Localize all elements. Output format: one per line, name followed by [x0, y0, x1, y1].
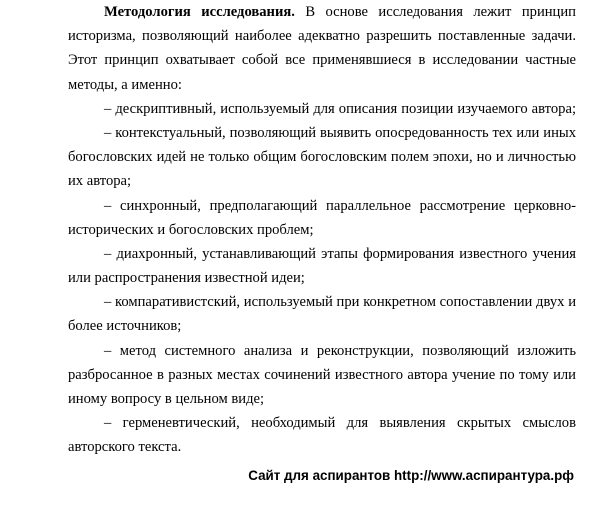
intro-text: В основе исследования лежит принцип	[294, 4, 576, 20]
method-item-system-analysis-cont: иному вопросу в цельном виде;	[68, 391, 265, 407]
method-item-hermeneutic-cont: авторского текста.	[68, 439, 182, 456]
method-item-contextual-cont: их автора;	[68, 173, 132, 190]
intro-first-line	[68, 0, 576, 24]
method-item-contextual: – контекстуальный, позволяющий выявить опосредованность тех или иных	[104, 124, 576, 141]
intro-line: Этот принцип охватывает собой все применявшиеся в исследовании частные	[68, 52, 576, 69]
method-item-hermeneutic: – герменевтический, необходимый для выявления скрытых смыслов	[104, 415, 576, 432]
method-item-synchronic: – синхронный, предполагающий параллельное рассмотрение церковно-	[104, 197, 576, 214]
method-item-contextual-cont: богословских идей не только общим богословским полем эпохи, но и личностью	[68, 149, 576, 166]
method-item-synchronic-cont: исторических и богословских проблем;	[68, 221, 314, 238]
document-body	[68, 0, 576, 460]
intro-line: историзма, позволяющий наиболее адекватно разрешить поставленные задачи.	[68, 28, 576, 45]
intro-line: методы, а именно:	[68, 76, 182, 93]
method-item-system-analysis-cont: разбросанное в разных местах сочинений известного автора учение по тому или	[68, 366, 576, 383]
method-item-comparative-cont: более источников;	[68, 318, 182, 335]
method-item-diachronic: – диахронный, устанавливающий этапы формирования известного учения	[104, 245, 576, 262]
section-heading: Методология исследования.	[104, 4, 295, 20]
method-item-comparative: – компаративистский, используемый при конкретном сопоставлении двух и	[104, 294, 576, 311]
site-watermark: Сайт для аспирантов http://www.аспирантура.рф	[248, 468, 574, 483]
method-item-system-analysis: – метод системного анализа и реконструкции, позволяющий изложить	[104, 342, 576, 359]
method-item-descriptive: – дескриптивный, используемый для описания позиции изучаемого автора;	[104, 100, 576, 117]
method-item-diachronic-cont: или распространения известной идеи;	[68, 270, 305, 287]
